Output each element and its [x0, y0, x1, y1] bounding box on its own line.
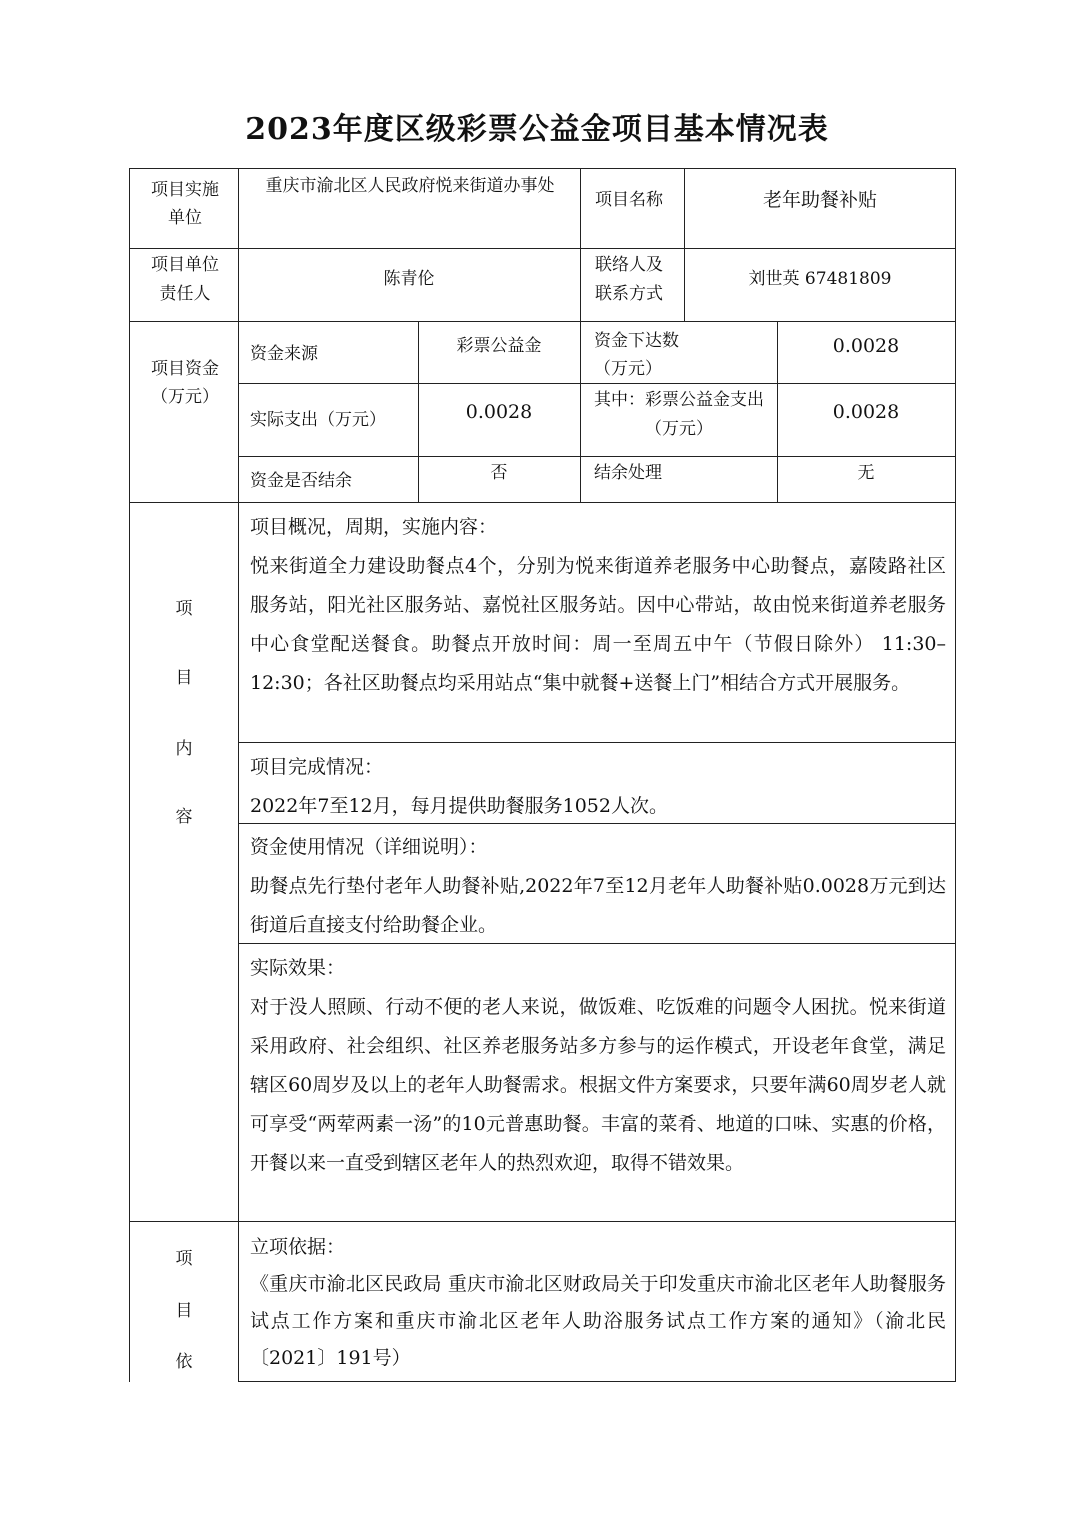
- contact-value: 刘世英 67481809: [748, 269, 892, 289]
- effect-body: 对于没人照顾、行动不便的老人来说，做饭难、吃饭难的问题令人困扰。悦来街道采用政府、社会组织、社区养老服务站多方参与的运作模式，开设老年食堂，满足辖区60周岁及以上的老年人助餐需求。根据文件方案要求，只要年满60周岁老人就可享受“两荤两素一汤”的10元普惠助餐。丰富的菜肴、地道的口味、实惠的价格，开餐以来一直受到辖区老年人的热烈欢迎，取得不错效果。: [250, 996, 946, 1174]
- label-responsible-person: 项目单位责任人: [151, 255, 219, 304]
- side-char: 内: [175, 739, 193, 759]
- lottery-expense-value: 0.0028: [832, 401, 900, 423]
- basis-heading: 立项依据：: [250, 1236, 346, 1258]
- basis-section: [250, 1229, 946, 1377]
- responsible-person-value: 陈青伦: [383, 269, 435, 289]
- overview-body: 悦来街道全力建设助餐点4个，分别为悦来街道养老服务中心助餐点，嘉陵路社区服务站，阳光社区服务站、嘉悦社区服务站。因中心带站，故由悦来街道养老服务中心食堂配送餐食。助餐点开放时间：周一至周五中午（节假日除外） 11:30–12:30；各社区助餐点均采用站点“集中就餐+送餐上门”相结合方式开展服务。: [250, 555, 946, 694]
- label-project-name: 项目名称: [595, 190, 663, 210]
- label-project-funds: 项目资金（万元）: [151, 359, 219, 407]
- label-balance-handling: 结余处理: [594, 463, 662, 483]
- project-name-value: 老年助餐补贴: [762, 189, 877, 211]
- side-char: 依: [175, 1352, 193, 1372]
- overview-section: [250, 508, 946, 703]
- fund-usage-section: [250, 828, 946, 945]
- allocated-value: 0.0028: [832, 335, 900, 357]
- effect-heading: 实际效果：: [250, 957, 346, 979]
- side-char: 容: [175, 807, 193, 827]
- side-char: 项: [175, 599, 193, 619]
- side-char: 目: [175, 1301, 193, 1321]
- completion-heading: 项目完成情况：: [250, 756, 384, 778]
- implementing-unit-value: 重庆市渝北区人民政府悦来街道办事处: [265, 176, 555, 196]
- label-implementing-unit: 项目实施单位: [151, 180, 219, 228]
- label-contact: 联络人及联系方式: [595, 255, 663, 304]
- fund-usage-heading: 资金使用情况（详细说明）：: [250, 836, 488, 858]
- label-fund-source: 资金来源: [250, 344, 318, 364]
- overview-heading: 项目概况，周期，实施内容：: [250, 516, 498, 538]
- basis-body: 《重庆市渝北区民政局 重庆市渝北区财政局关于印发重庆市渝北区老年人助餐服务试点工作方案和重庆市渝北区老年人助浴服务试点工作方案的通知》（渝北民〔2021〕191号）: [250, 1273, 946, 1369]
- page-title: 2023年度区级彩票公益金项目基本情况表: [245, 112, 829, 147]
- actual-expense-value: 0.0028: [465, 401, 533, 423]
- fund-source-value: 彩票公益金: [456, 336, 542, 356]
- fund-usage-body: 助餐点先行垫付老年人助餐补贴,2022年7至12月老年人助餐补贴0.0028万元到达街道后直接支付给助餐企业。: [250, 875, 946, 936]
- completion-section: [250, 748, 946, 826]
- label-fund-balance: 资金是否结余: [250, 471, 352, 491]
- label-actual-expense: 实际支出（万元）: [250, 410, 386, 430]
- label-lottery-expense: 其中：彩票公益金支出（万元）: [594, 390, 764, 439]
- completion-body: 2022年7至12月，每月提供助餐服务1052人次。: [250, 795, 668, 817]
- side-char: 目: [175, 668, 193, 688]
- side-char: 项: [175, 1249, 193, 1269]
- label-allocated: 资金下达数（万元）: [594, 331, 679, 379]
- balance-handling-value: 无: [857, 463, 875, 483]
- effect-section: [250, 949, 946, 1183]
- fund-balance-value: 否: [490, 463, 508, 483]
